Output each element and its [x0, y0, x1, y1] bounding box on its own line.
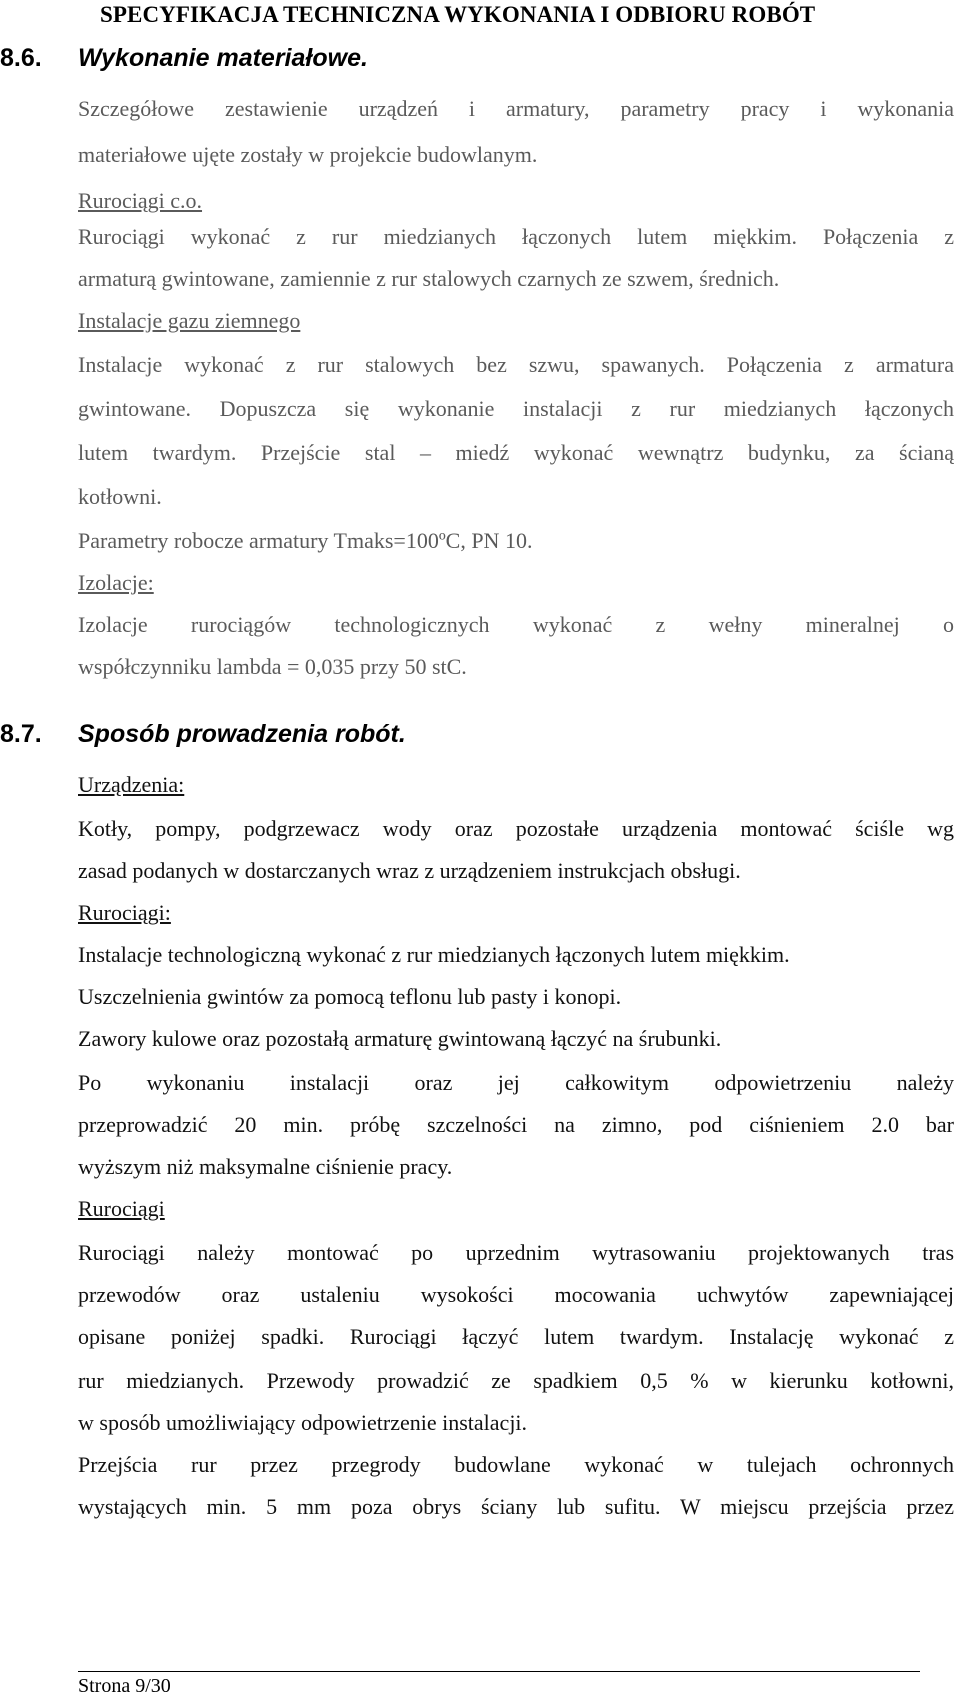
paragraph-line: Kotły, pompy, podgrzewacz wody oraz pozostałe urządzenia montować ściśle wg	[78, 818, 954, 841]
paragraph-line: zasad podanych w dostarczanych wraz z urządzeniem instrukcjach obsługi.	[78, 858, 741, 883]
paragraph-line: Rurociągi należy montować po uprzednim wytrasowaniu projektowanych tras	[78, 1242, 954, 1265]
footer-divider	[78, 1671, 920, 1672]
subheading-urzadzenia: Urządzenia:	[78, 772, 185, 797]
page-number: Strona 9/30	[78, 1675, 171, 1697]
paragraph-line: w sposób umożliwiający odpowietrzenie instalacji.	[78, 1410, 528, 1435]
subheading-izolacje: Izolacje:	[78, 570, 154, 595]
paragraph-line: Instalacje wykonać z rur stalowych bez szwu, spawanych. Połączenia z armatura	[78, 354, 954, 377]
section-number: 8.7.	[0, 720, 42, 748]
paragraph-line: Instalacje technologiczną wykonać z rur miedzianych łączonych lutem miękkim.	[78, 942, 790, 967]
paragraph-line: rur miedzianych. Przewody prowadzić ze spadkiem 0,5 % w kierunku kotłowni,	[78, 1370, 954, 1393]
paragraph-line: wystających min. 5 mm poza obrys ściany lub sufitu. W miejscu przejścia przez	[78, 1496, 954, 1519]
paragraph-line: Uszczelnienia gwintów za pomocą teflonu lub pasty i konopi.	[78, 984, 622, 1009]
paragraph-line: wyższym niż maksymalne ciśnienie pracy.	[78, 1154, 453, 1179]
paragraph-line: Po wykonaniu instalacji oraz jej całkowitym odpowietrzeniu należy	[78, 1072, 954, 1095]
paragraph-line: armaturą gwintowane, zamiennie z rur stalowych czarnych ze szwem, średnich.	[78, 266, 780, 291]
section-number: 8.6.	[0, 44, 42, 72]
document-header: SPECYFIKACJA TECHNICZNA WYKONANIA I ODBIORU ROBÓT	[100, 2, 816, 27]
paragraph-line: Zawory kulowe oraz pozostałą armaturę gwintowaną łączyć na śrubunki.	[78, 1026, 722, 1051]
paragraph-line: przewodów oraz ustaleniu wysokości mocowania uchwytów zapewniającej	[78, 1284, 954, 1307]
section-heading-8-6	[0, 44, 368, 73]
paragraph-line: Szczegółowe zestawienie urządzeń i armatury, parametry pracy i wykonania	[78, 98, 954, 121]
paragraph-line: opisane poniżej spadki. Rurociągi łączyć lutem twardym. Instalację wykonać z	[78, 1326, 954, 1349]
paragraph-line: kotłowni.	[78, 484, 162, 509]
subheading-rurociagi-2: Rurociągi	[78, 1196, 165, 1221]
paragraph-line: gwintowane. Dopuszcza się wykonanie instalacji z rur miedzianych łączonych	[78, 398, 954, 421]
subheading-rurociagi-co: Rurociągi c.o.	[78, 188, 203, 213]
section-heading-8-7	[0, 720, 406, 749]
paragraph-line: Rurociągi wykonać z rur miedzianych łączonych lutem miękkim. Połączenia z	[78, 226, 954, 249]
section-title: Sposób prowadzenia robót.	[78, 720, 406, 748]
subheading-rurociagi: Rurociągi:	[78, 900, 171, 925]
paragraph-line: lutem twardym. Przejście stal – miedź wykonać wewnątrz budynku, za ścianą	[78, 442, 954, 465]
paragraph-line: Izolacje rurociągów technologicznych wykonać z wełny mineralnej o	[78, 614, 954, 637]
paragraph-line: Przejścia rur przez przegrody budowlane wykonać w tulejach ochronnych	[78, 1454, 954, 1477]
paragraph-line: przeprowadzić 20 min. próbę szczelności na zimno, pod ciśnieniem 2.0 bar	[78, 1114, 954, 1137]
paragraph-line: współczynniku lambda = 0,035 przy 50 stC.	[78, 654, 467, 679]
subheading-gaz: Instalacje gazu ziemnego	[78, 308, 301, 333]
paragraph-line: Parametry robocze armatury Tmaks=100ºC, PN 10.	[78, 528, 533, 553]
section-title: Wykonanie materiałowe.	[78, 44, 368, 72]
paragraph-line: materiałowe ujęte zostały w projekcie budowlanym.	[78, 142, 538, 167]
